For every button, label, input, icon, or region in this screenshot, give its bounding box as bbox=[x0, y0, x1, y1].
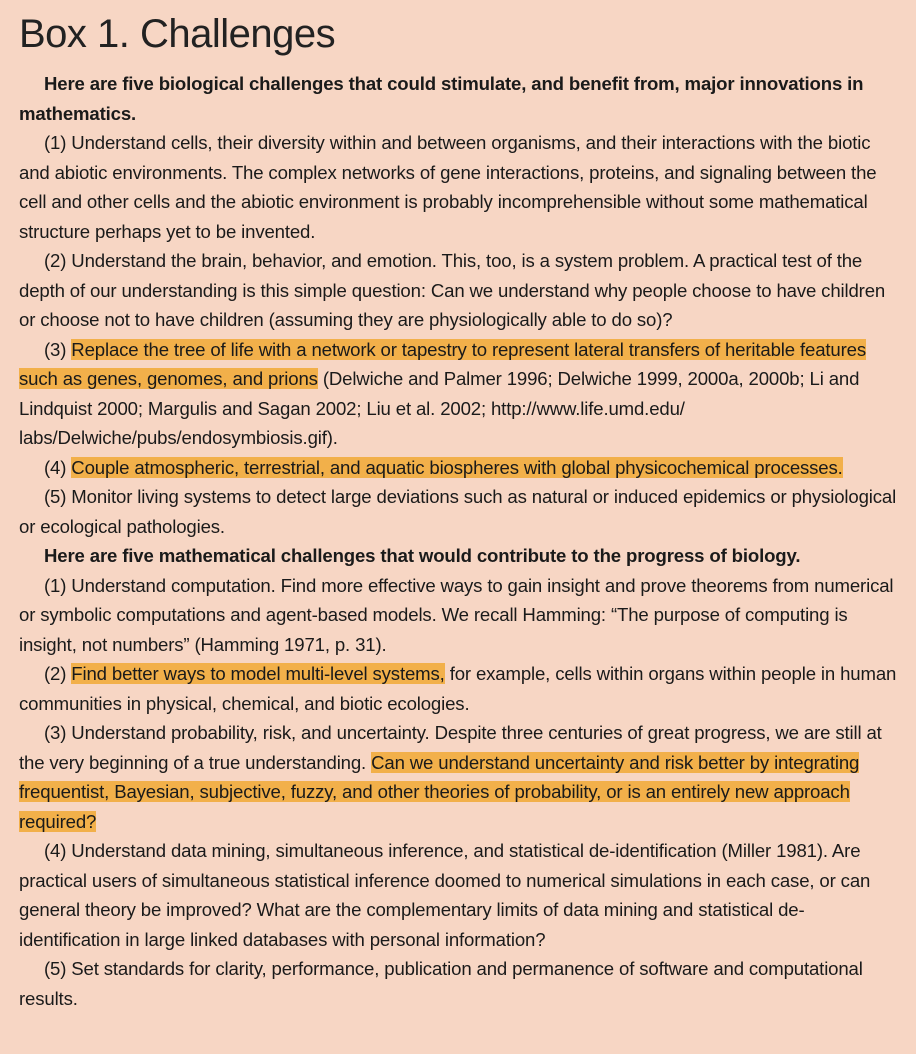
math-item-2-text: for example, cells within organs within people in human communities in physical, chemical, and biotic ecologies. bbox=[19, 663, 897, 714]
bio-item-4-number: (4) bbox=[44, 456, 72, 478]
math-item-3-highlight: Can we understand uncertainty and risk better by integrating frequentist, Bayesian, subjective, fuzzy, and other theories of probability, or is an entirely new approach required? bbox=[19, 751, 860, 832]
bio-item-4 bbox=[19, 453, 904, 483]
math-item-1 bbox=[19, 571, 904, 660]
bio-item-1 bbox=[19, 128, 904, 246]
bio-item-5-number: (5) bbox=[44, 486, 72, 507]
bio-item-3-number: (3) bbox=[44, 338, 72, 360]
math-item-4-text: Understand data mining, simultaneous inference, and statistical de-identification (Miller 1981). Are practical users of simultaneous statistical inference doomed to numerical simulations in each case, or can general theory be improved? What are the complementary limits of data mining and statistical de-identification in large linked databases with personal information? bbox=[19, 840, 871, 950]
math-item-2-number: (2) bbox=[44, 663, 72, 684]
math-item-1-text: Understand computation. Find more effective ways to gain insight and prove theorems from numerical or symbolic computations and agent-based models. We recall Hamming: “The purpose of computing is insight, not numbers” (Hamming 1971, p. 31). bbox=[19, 574, 894, 655]
bio-item-3-citations: (Delwiche and Palmer 1996; Delwiche 1999, 2000a, 2000b; Li and Lindquist 2000; Margulis and Sagan 2002; Liu et al. 2002; http://www.life.umd.edu/ labs/Delwiche/pubs/endosymbiosis.gif). bbox=[19, 368, 860, 448]
math-item-5-text: Set standards for clarity, performance, publication and permanence of software and computational results. bbox=[19, 958, 863, 1009]
bio-item-5-text: Monitor living systems to detect large deviations such as natural or induced epidemics or physiological or ecological pathologies. bbox=[19, 486, 897, 537]
bio-item-2-number: (2) bbox=[44, 250, 72, 271]
math-item-2 bbox=[19, 659, 904, 718]
biological-intro: Here are five biological challenges that could stimulate, and benefit from, major innovations in mathematics. bbox=[19, 73, 864, 124]
math-item-1-number: (1) bbox=[44, 574, 72, 596]
bio-item-3 bbox=[19, 335, 904, 453]
math-item-3 bbox=[19, 718, 904, 836]
bio-item-2-text: Understand the brain, behavior, and emotion. This, too, is a system problem. A practical test of the depth of our understanding is this simple question: Can we understand why people choose to have children or choose not to have children (assuming they are physiologically able to do so)? bbox=[19, 250, 886, 330]
math-item-4 bbox=[19, 836, 904, 954]
bio-item-4-highlight: Couple atmospheric, terrestrial, and aquatic biospheres with global physicochemical processes. bbox=[71, 456, 843, 478]
box-title: Box 1. Challenges bbox=[19, 12, 336, 56]
box-body bbox=[19, 69, 904, 1013]
math-item-4-number: (4) bbox=[44, 840, 72, 861]
bio-item-1-text: Understand cells, their diversity within and between organisms, and their interactions with the biotic and abiotic environments. The complex networks of gene interactions, proteins, and signaling between the cell and other cells and the abiotic environment is probably incomprehensible without some mathematical structure perhaps yet to be invented. bbox=[19, 132, 877, 242]
bio-item-2 bbox=[19, 246, 904, 335]
bio-item-5 bbox=[19, 482, 904, 541]
math-item-3-number: (3) bbox=[44, 722, 72, 743]
math-item-2-highlight: Find better ways to model multi-level systems, bbox=[71, 663, 445, 684]
bio-item-3-highlight: Replace the tree of life with a network or tapestry to represent lateral transfers of heritable features such as genes, genomes, and prions bbox=[19, 338, 866, 389]
math-item-5-number: (5) bbox=[44, 958, 72, 979]
mathematical-intro: Here are five mathematical challenges that would contribute to the progress of biology. bbox=[44, 545, 801, 566]
math-item-3-text: Understand probability, risk, and uncertainty. Despite three centuries of great progress, we are still at the very beginning of a true understanding. bbox=[19, 722, 882, 773]
bio-item-1-number: (1) bbox=[44, 132, 72, 153]
math-item-5 bbox=[19, 954, 904, 1013]
